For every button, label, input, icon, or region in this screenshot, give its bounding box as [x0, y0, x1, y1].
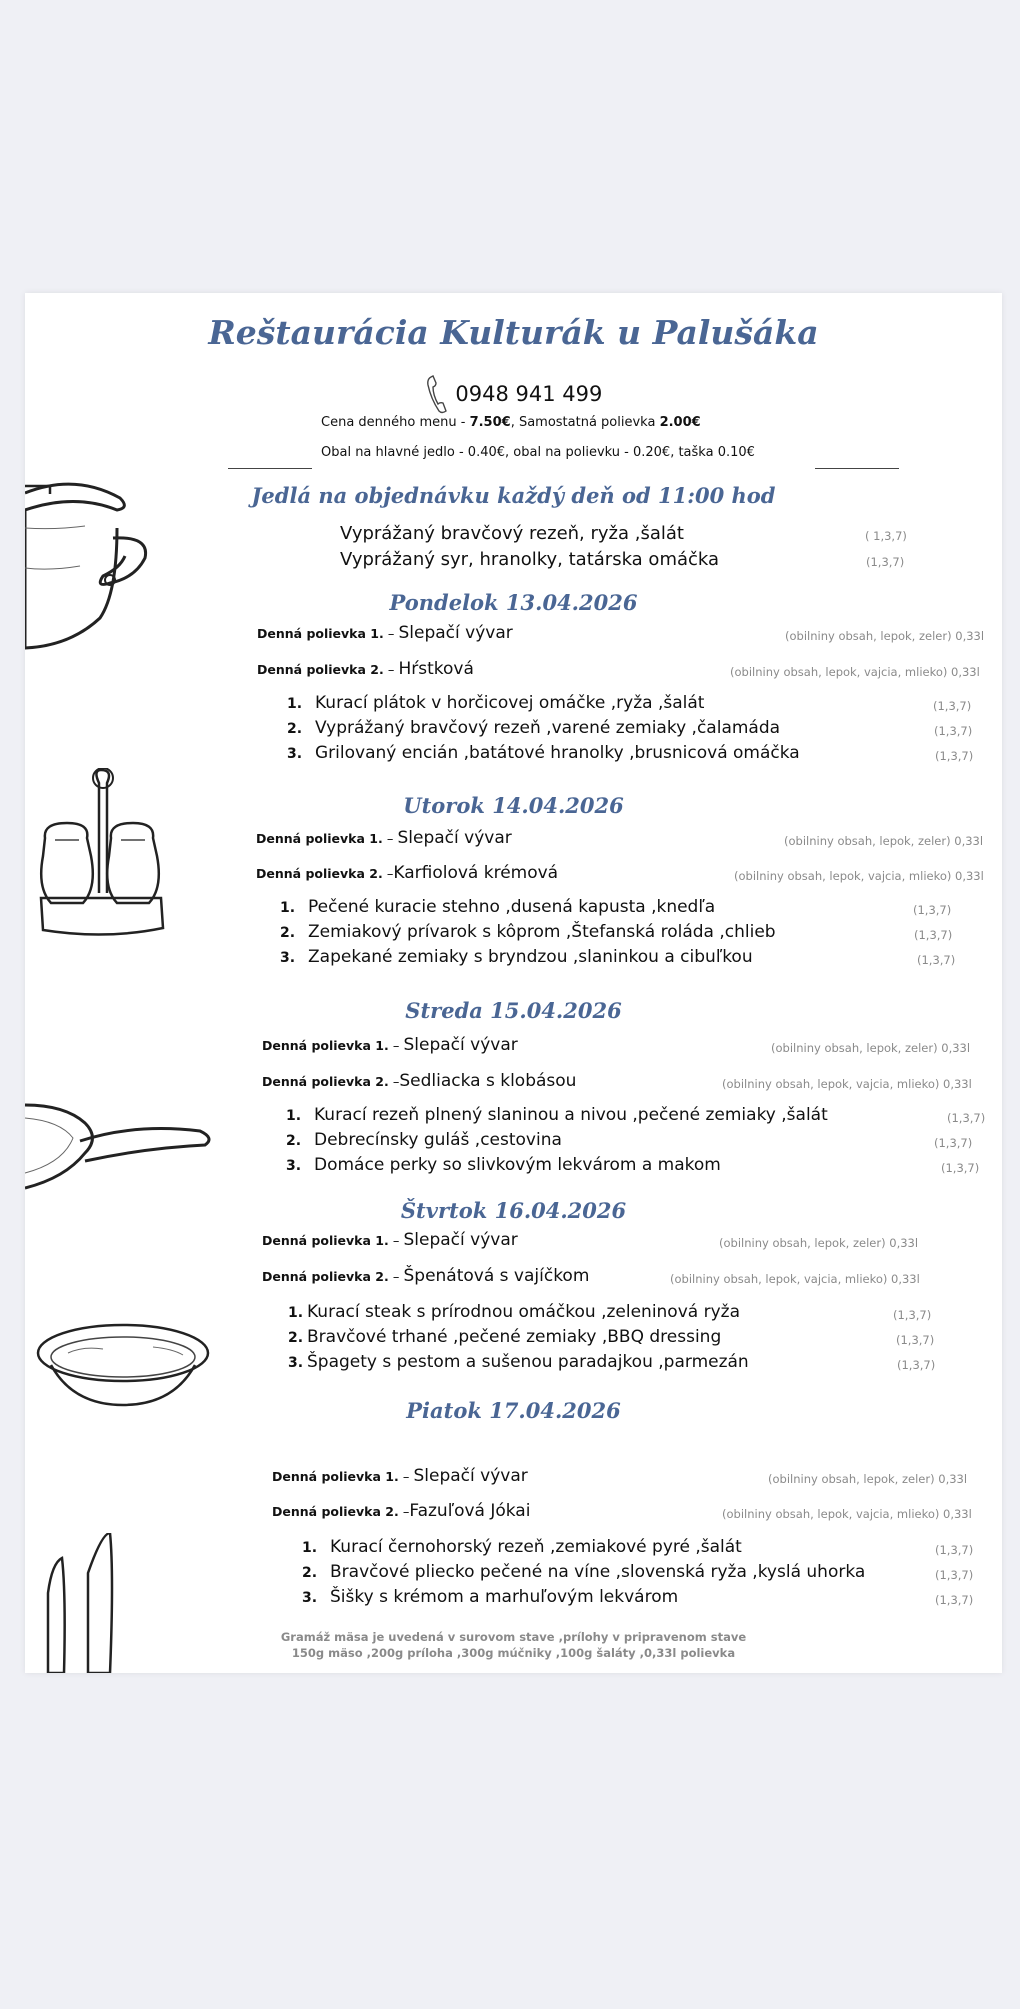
- soup-name: Slepačí vývar: [413, 1466, 528, 1486]
- phone-line: [25, 375, 1002, 415]
- soup-name: Karfiolová krémová: [393, 863, 559, 883]
- dish-allergens: (1,3,7): [947, 1111, 986, 1125]
- soup-allergens: (obilniny obsah, lepok, zeler) 0,33l: [719, 1236, 919, 1250]
- dish-name: Kurací rezeň plnený slaninou a nivou ,pečené zemiaky ,šalát: [314, 1105, 828, 1125]
- soup-name: Hŕstková: [398, 659, 474, 679]
- dish-name: Debrecínsky guláš ,cestovina: [314, 1130, 562, 1150]
- soup-label: Denná polievka 1.: [262, 1233, 389, 1248]
- dish-allergens: (1,3,7): [935, 1543, 974, 1557]
- dish-number: 2.: [302, 1565, 318, 1581]
- dish-item: [302, 1537, 742, 1557]
- frying-pan-icon: [25, 1093, 215, 1203]
- dish-number: 3.: [280, 950, 296, 966]
- dish-allergens: (1,3,7): [935, 749, 974, 763]
- soup-line: [262, 1230, 518, 1250]
- day-heading-wednesday: Streda 15.04.2026: [405, 998, 622, 1023]
- soup-line: [262, 1266, 589, 1286]
- dish-name: Kurací černohorský rezeň ,zemiakové pyré ,šalát: [330, 1537, 742, 1557]
- order-item-allergens: ( 1,3,7): [865, 529, 907, 543]
- menu-sheet: [25, 293, 1002, 1673]
- restaurant-title: Reštaurácia Kulturák u Palušáka: [208, 313, 819, 352]
- soup-line: [262, 1035, 518, 1055]
- day-heading-tuesday: Utorok 14.04.2026: [403, 793, 624, 818]
- order-item: Vyprážaný syr, hranolky, tatárska omáčka: [340, 549, 720, 570]
- soup-line: [257, 623, 513, 643]
- soup-price-label: , Samostatná polievka: [510, 415, 660, 430]
- soup-dash: –: [382, 867, 394, 882]
- menu-price: 7.50€: [469, 415, 511, 430]
- dish-number: 2.: [288, 1330, 304, 1346]
- dish-name: Domáce perky so slivkovým lekvárom a makom: [314, 1155, 721, 1175]
- soup-allergens: (obilniny obsah, lepok, vajcia, mlieko) 0,33l: [734, 869, 984, 883]
- soup-label: Denná polievka 2.: [272, 1504, 399, 1519]
- footer-line: 150g mäso ,200g príloha ,300g múčniky ,100g šaláty ,0,33l polievka: [291, 1646, 736, 1660]
- footer-line: Gramáž mäsa je uvedená v surovom stave ,prílohy v pripravenom stave: [280, 1630, 747, 1644]
- soup-allergens: (obilniny obsah, lepok, zeler) 0,33l: [771, 1041, 971, 1055]
- dish-item: [280, 947, 753, 967]
- soup-label: Denná polievka 2.: [262, 1074, 389, 1089]
- dish-item: [280, 897, 715, 917]
- day-heading-friday: Piatok 17.04.2026: [406, 1398, 621, 1423]
- dish-item: [287, 743, 800, 763]
- dish-number: 3.: [287, 746, 303, 762]
- soup-price: 2.00€: [659, 415, 701, 430]
- dish-item: [286, 1105, 828, 1125]
- phone-number: 0948 941 499: [455, 382, 603, 406]
- dish-allergens: (1,3,7): [935, 1593, 974, 1607]
- dish-number: 3.: [288, 1355, 304, 1371]
- soup-dash: –: [383, 627, 399, 642]
- dish-name: Grilovaný encián ,batátové hranolky ,brusnicová omáčka: [315, 743, 800, 763]
- dish-number: 1.: [288, 1305, 304, 1321]
- dish-name: Bravčové pliecko pečené na víne ,slovenská ryža ,kyslá uhorka: [330, 1562, 866, 1582]
- soup-label: Denná polievka 1.: [256, 831, 383, 846]
- soup-dash: –: [388, 1270, 404, 1285]
- dish-item: [287, 718, 780, 738]
- soup-name: Slepačí vývar: [397, 828, 512, 848]
- dish-item: [286, 1155, 721, 1175]
- soup-dash: –: [382, 832, 398, 847]
- dish-allergens: (1,3,7): [896, 1333, 935, 1347]
- dish-item: [302, 1587, 678, 1607]
- soup-line: [272, 1501, 530, 1521]
- soup-line: [257, 659, 474, 679]
- order-heading: Jedlá na objednávku každý deň od 11:00 hod: [251, 483, 776, 508]
- soup-line: [262, 1071, 576, 1091]
- dish-name: Šišky s krémom a marhuľovým lekvárom: [330, 1587, 679, 1607]
- dish-name: Zemiakový prívarok s kôprom ,Štefanská roláda ,chlieb: [308, 922, 776, 942]
- dish-allergens: (1,3,7): [897, 1358, 936, 1372]
- dish-name: Kurací steak s prírodnou omáčkou ,zeleninová ryža: [307, 1302, 740, 1322]
- soup-allergens: (obilniny obsah, lepok, vajcia, mlieko) 0,33l: [730, 665, 980, 679]
- dish-allergens: (1,3,7): [893, 1308, 932, 1322]
- order-item-allergens: (1,3,7): [866, 555, 905, 569]
- dish-number: 1.: [302, 1540, 318, 1556]
- soup-allergens: (obilniny obsah, lepok, vajcia, mlieko) 0,33l: [670, 1272, 920, 1286]
- dish-name: Špagety s pestom a sušenou paradajkou ,parmezán: [307, 1352, 749, 1372]
- dish-number: 2.: [287, 721, 303, 737]
- day-heading-monday: Pondelok 13.04.2026: [389, 590, 638, 615]
- dish-name: Kurací plátok v horčicovej omáčke ,ryža ,šalát: [315, 693, 705, 713]
- soup-dash: –: [388, 1039, 404, 1054]
- dish-number: 1.: [280, 900, 296, 916]
- day-heading-thursday: Štvrtok 16.04.2026: [400, 1198, 627, 1223]
- dish-allergens: (1,3,7): [935, 1568, 974, 1582]
- soup-allergens: (obilniny obsah, lepok, zeler) 0,33l: [768, 1472, 968, 1486]
- price-info: [321, 415, 701, 430]
- footer-note: [25, 1629, 1002, 1661]
- menu-price-label: Cena denného menu -: [321, 415, 470, 430]
- soup-name: Slepačí vývar: [398, 623, 513, 643]
- soup-dash: –: [383, 663, 399, 678]
- soup-dash: –: [388, 1075, 400, 1090]
- packaging-info: Obal na hlavné jedlo - 0.40€, obal na polievku - 0.20€, taška 0.10€: [321, 445, 755, 460]
- soup-allergens: (obilniny obsah, lepok, vajcia, mlieko) 0,33l: [722, 1077, 972, 1091]
- phone-icon: [425, 375, 447, 415]
- soup-name: Slepačí vývar: [403, 1035, 518, 1055]
- divider: [228, 468, 312, 469]
- dish-number: 2.: [286, 1133, 302, 1149]
- dish-number: 2.: [280, 925, 296, 941]
- dish-number: 3.: [286, 1158, 302, 1174]
- dish-name: Zapekané zemiaky s bryndzou ,slaninkou a cibuľkou: [308, 947, 753, 967]
- divider: [815, 468, 899, 469]
- dish-allergens: (1,3,7): [917, 953, 956, 967]
- soup-label: Denná polievka 2.: [256, 866, 383, 881]
- soup-label: Denná polievka 1.: [272, 1469, 399, 1484]
- dish-item: [288, 1302, 740, 1322]
- dish-name: Pečené kuracie stehno ,dusená kapusta ,knedľa: [308, 897, 716, 917]
- soup-label: Denná polievka 1.: [262, 1038, 389, 1053]
- dish-allergens: (1,3,7): [914, 928, 953, 942]
- soup-name: Špenátová s vajíčkom: [403, 1266, 590, 1286]
- dish-number: 1.: [287, 696, 303, 712]
- soup-name: Sedliacka s klobásou: [399, 1071, 577, 1091]
- soup-label: Denná polievka 2.: [257, 662, 384, 677]
- dish-allergens: (1,3,7): [913, 903, 952, 917]
- dish-item: [286, 1130, 562, 1150]
- dish-allergens: (1,3,7): [934, 724, 973, 738]
- dish-number: 3.: [302, 1590, 318, 1606]
- soup-name: Fazuľová Jókai: [409, 1501, 531, 1521]
- dish-item: [288, 1327, 721, 1347]
- dish-number: 1.: [286, 1108, 302, 1124]
- soup-line: [272, 1466, 528, 1486]
- soup-dash: –: [398, 1470, 414, 1485]
- soup-allergens: (obilniny obsah, lepok, zeler) 0,33l: [785, 629, 985, 643]
- dish-name: Vyprážaný bravčový rezeň ,varené zemiaky ,čalamáda: [315, 718, 781, 738]
- dish-allergens: (1,3,7): [941, 1161, 980, 1175]
- soup-label: Denná polievka 1.: [257, 626, 384, 641]
- dish-item: [302, 1562, 865, 1582]
- dish-allergens: (1,3,7): [933, 699, 972, 713]
- soup-line: [256, 863, 558, 883]
- soup-dash: –: [398, 1505, 410, 1520]
- dish-name: Bravčové trhané ,pečené zemiaky ,BBQ dressing: [307, 1327, 722, 1347]
- dish-item: [288, 1352, 749, 1372]
- soup-label: Denná polievka 2.: [262, 1269, 389, 1284]
- dish-item: [287, 693, 704, 713]
- dish-allergens: (1,3,7): [934, 1136, 973, 1150]
- soup-line: [256, 828, 512, 848]
- dish-item: [280, 922, 776, 942]
- soup-allergens: (obilniny obsah, lepok, zeler) 0,33l: [784, 834, 984, 848]
- soup-name: Slepačí vývar: [403, 1230, 518, 1250]
- soup-dash: –: [388, 1234, 404, 1249]
- order-item: Vyprážaný bravčový rezeň, ryža ,šalát: [340, 523, 684, 544]
- soup-allergens: (obilniny obsah, lepok, vajcia, mlieko) 0,33l: [722, 1507, 972, 1521]
